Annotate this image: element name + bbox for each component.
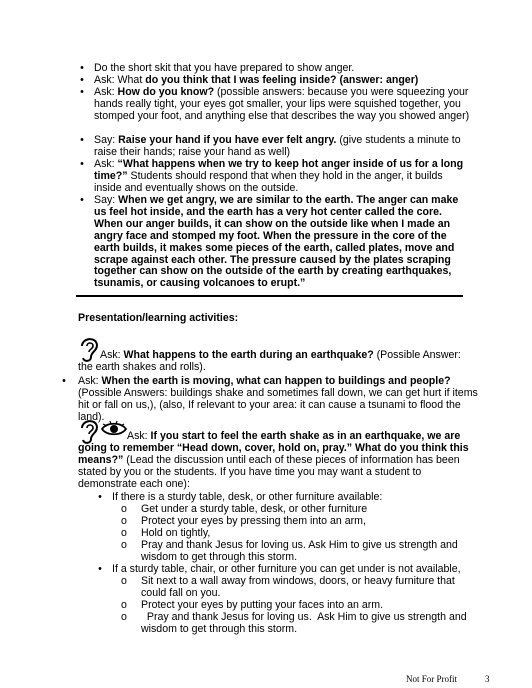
text-run: (Possible Answer: the earth shakes and rolls). [78,349,461,373]
bullet-dot: • [98,563,102,575]
bold-text-run: When the earth is moving, what can happen to buildings and people? [101,375,451,387]
list-item: Sit next to a wall away from windows, doors, or heavy furniture that could fall on you. [141,575,455,599]
section-divider [76,295,463,297]
circle-bullet: o [121,539,127,551]
text-run: Ask: What [94,74,146,86]
bullet-dot: • [80,158,84,170]
text-run: (Possible Answers: buildings shake and sometimes fall down, we can get hurt if items hit or fall on us,), (also, If relevant to your area: it can cause a tsunami to flood the land). [78,386,478,423]
bullet-dot: • [80,62,84,74]
circle-bullet: o [121,611,127,623]
text-run: (give students a minute to raise their hands; raise your hand as well) [94,134,461,158]
sub-bullet-no-furniture: If a sturdy table, chair, or other furniture you can get under is not available, [112,563,461,575]
footer-text: Not For Profit [406,674,458,684]
text-run: Say: [94,194,119,206]
ask-buildings [78,376,478,424]
bullet-dot: • [98,491,102,503]
bullet-dot: • [80,134,84,146]
text-run: Ask: [94,158,118,170]
bold-text-run: Raise your hand if you have ever felt angry. [118,134,337,146]
text-run: (possible answers: because you were squeezing your hands really tight, your eyes got smaller, your lips were squished together, you stomped your foot, and anything else that describes the way you showed anger) [94,86,470,122]
text-run: Do the short skit that you have prepared to show anger. [94,62,355,74]
text-run: Ask: [100,349,124,361]
ask-earthquake [78,350,473,374]
section-heading: Presentation/learning activities: [78,312,239,324]
circle-bullet: o [121,575,127,587]
bullet-dot: • [80,194,84,206]
circle-bullet: o [121,503,127,515]
page-number: 3 [485,674,490,684]
bullet-item [94,135,470,159]
bullet-dot: • [62,375,66,387]
list-item: Hold on tightly, [141,527,211,539]
bullet-item [94,87,470,123]
list-item: Protect your eyes by pressing them into an arm, [141,515,366,527]
text-run: Say: [94,134,119,146]
text-run: Ask: [127,430,151,442]
bold-text-run: If you start to feel the earth shake as in an earthquake, we are going to remember “Head down, cover, hold on, pray.” What do you think this means?” [78,430,469,466]
page-footer [406,674,490,684]
bold-text-run: How do you know? [117,86,215,98]
sub-bullet-furniture: If there is a sturdy table, desk, or other furniture available: [112,491,383,503]
bold-text-run: “What happens when we try to keep hot anger inside of us for a long time?” [94,158,464,182]
bold-text-run: do you think that I was feeling inside? (answer: anger) [145,74,419,86]
text-run: Ask: [78,375,102,387]
bullet-item [94,159,470,195]
text-run: (Lead the discussion until each of these pieces of information has been stated by you or the students. If you have time you may want a student to demonstrate each one): [78,453,460,490]
text-run: Students should respond that when they hold in the anger, it builds inside and eventually shows on the outside. [94,169,443,194]
ask-shake [78,431,474,491]
bold-text-run: When we get angry, we are similar to the earth. The anger can make us feel hot inside, and the earth has a very hot center called the core. When our anger builds, it can show on the outside like when I made an angry face and stomped my foot. When the pressure in the core of the earth builds, it makes some pieces of the earth, called plates, move and scrape against each other. The pressure caused by the plates scraping together can show on the outside of the earth by creating earthquakes, tsunamis, or causing volcanoes to erupt.” [94,194,459,290]
circle-bullet: o [121,527,127,539]
bold-text-run: What happens to the earth during an earthquake? [123,349,374,361]
circle-bullet: o [121,515,127,527]
text-run: Ask: [94,86,118,98]
bullet-dot: • [80,86,84,98]
list-item: Protect your eyes by putting your faces into an arm. [141,599,384,611]
list-item: Pray and thank Jesus for loving us. Ask Him to give us strength and wisdom to get through this storm. [141,611,470,635]
list-item: Get under a sturdy table, desk, or other furniture [141,503,368,515]
bullet-item [94,195,470,290]
list-item: Pray and thank Jesus for loving us. Ask Him to give us strength and wisdom to get through this storm. [141,539,458,563]
circle-bullet: o [121,599,127,611]
bullet-dot: • [80,74,84,86]
